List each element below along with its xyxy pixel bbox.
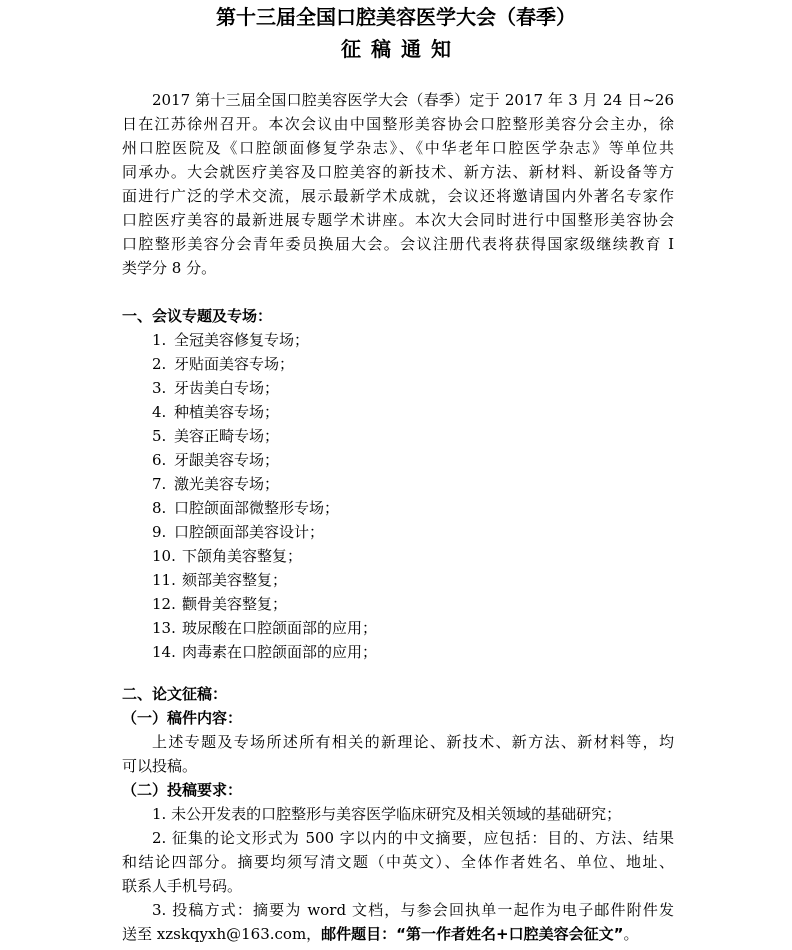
document-title: 第十三届全国口腔美容医学大会（春季） [216, 5, 576, 29]
intro-line: 日在江苏徐州召开。本次会议由中国整形美容协会口腔整形美容分会主办，徐 [122, 115, 674, 133]
list-item-number: 14. [152, 643, 176, 661]
paragraph-line: 上述专题及专场所述所有相关的新理论、新技术、新方法、新材料等，均 [152, 733, 674, 751]
list-item-number: 3. [152, 379, 167, 397]
requirement-line: 2. 征集的论文形式为 500 字以内的中文摘要，应包括：目的、方法、结果 [152, 829, 674, 847]
list-item-number: 10. [152, 547, 176, 565]
list-item-text: 肉毒素在口腔颌面部的应用； [182, 643, 378, 661]
list-item-number: 4. [152, 403, 167, 421]
list-item-text: 口腔颌面部美容设计； [174, 523, 325, 541]
list-item [152, 328, 652, 352]
section-heading: 二、论文征稿： [122, 685, 228, 703]
list-item-number: 12. [152, 595, 176, 613]
list-item [152, 568, 652, 592]
list-item-text: 全冠美容修复专场； [174, 331, 310, 349]
line-end-text: 。 [623, 925, 639, 943]
subsection-heading: （一）稿件内容： [122, 709, 243, 727]
intro-line: 2017 第十三届全国口腔美容医学大会（春季）定于 2017 年 3 月 24 日~26 [152, 91, 674, 109]
list-item [152, 592, 652, 616]
requirement-line: 3. 投稿方式：摘要为 word 文档，与参会回执单一起作为电子邮件附件发 [152, 901, 674, 919]
list-item-number: 8. [152, 499, 167, 517]
list-item-text: 玻尿酸在口腔颌面部的应用； [182, 619, 378, 637]
intro-line: 面进行广泛的学术交流，展示最新学术成就，会议还将邀请国内外著名专家作 [122, 187, 674, 205]
intro-line: 同承办。大会就医疗美容及口腔美容的新技术、新方法、新材料、新设备等方 [122, 163, 674, 181]
list-item-number: 1. [152, 331, 167, 349]
list-item-number: 11. [152, 571, 176, 589]
requirement-line: 1. 未公开发表的口腔整形与美容医学临床研究及相关领域的基础研究； [152, 805, 622, 823]
list-item-number: 2. [152, 355, 167, 373]
list-item-text: 颧骨美容整复； [182, 595, 288, 613]
intro-paragraph [122, 88, 674, 280]
paragraph-line: 可以投稿。 [122, 757, 198, 775]
list-item [152, 376, 652, 400]
list-item [152, 496, 652, 520]
list-item-text: 种植美容专场； [174, 403, 280, 421]
list-item-text: 牙齿美白专场； [174, 379, 280, 397]
list-item-number: 9. [152, 523, 167, 541]
list-item [152, 424, 652, 448]
list-item [152, 616, 652, 640]
document-subtitle: 征稿通知 [341, 37, 461, 61]
list-item-number: 13. [152, 619, 176, 637]
intro-line: 口腔整形美容分会青年委员换届大会。会议注册代表将获得国家级继续教育 I [122, 235, 674, 253]
list-item-number: 6. [152, 451, 167, 469]
list-item-text: 激光美容专场； [174, 475, 280, 493]
list-item-text: 牙贴面美容专场； [174, 355, 295, 373]
list-item-text: 口腔颌面部微整形专场； [174, 499, 340, 517]
list-item [152, 352, 652, 376]
list-item [152, 640, 652, 664]
subsection-heading: （二）投稿要求： [122, 781, 243, 799]
requirement-line: 和结论四部分。摘要均须写清文题（中英文）、全体作者姓名、单位、地址、 [122, 853, 674, 871]
intro-line: 口腔医疗美容的最新进展专题学术讲座。本次大会同时进行中国整形美容协会 [122, 211, 674, 229]
requirements-paragraph [122, 802, 674, 946]
email-subject-text: 邮件题目：“第一作者姓名+口腔美容会征文” [321, 925, 624, 943]
list-item-number: 7. [152, 475, 167, 493]
list-item-text: 颏部美容整复； [182, 571, 288, 589]
requirement-line: 联系人手机号码。 [122, 877, 243, 895]
list-item [152, 544, 652, 568]
list-item [152, 448, 652, 472]
list-item [152, 472, 652, 496]
list-item-number: 5. [152, 427, 167, 445]
topic-list [152, 328, 652, 664]
list-item-text: 美容正畸专场； [174, 427, 280, 445]
content-paragraph [122, 730, 674, 778]
list-item-text: 下颌角美容整复； [182, 547, 303, 565]
requirement-line [122, 922, 674, 946]
section-heading: 一、会议专题及专场： [122, 307, 273, 325]
intro-line: 类学分 8 分。 [122, 259, 217, 277]
list-item [152, 400, 652, 424]
list-item-text: 牙龈美容专场； [174, 451, 280, 469]
email-text: 送至 xzskqyxh@163.com， [122, 925, 322, 943]
list-item [152, 520, 652, 544]
intro-line: 州口腔医院及《口腔颌面修复学杂志》、《中华老年口腔医学杂志》等单位共 [122, 139, 674, 157]
